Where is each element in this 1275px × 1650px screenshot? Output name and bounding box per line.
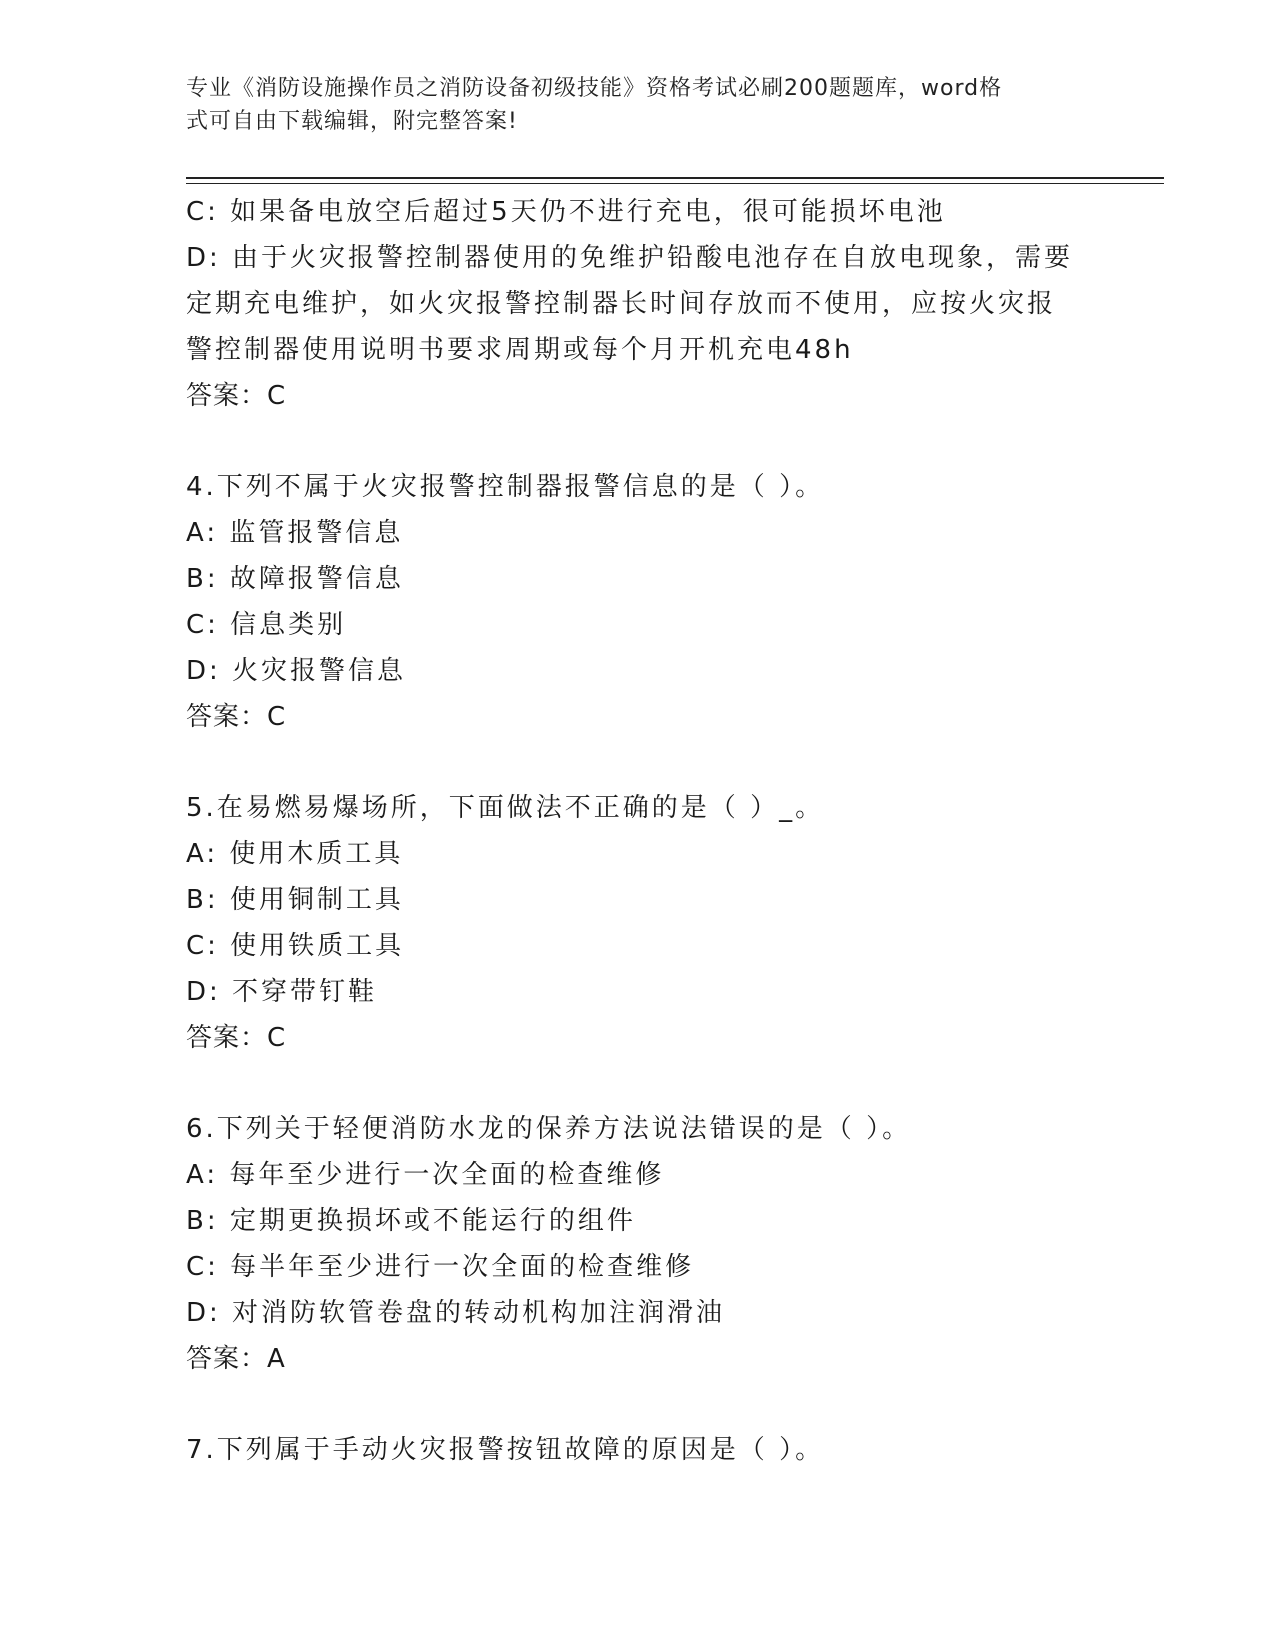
q4-option-c: C: 信息类别 — [186, 610, 347, 640]
q4-question: 4.下列不属于火灾报警控制器报警信息的是（ ）。 — [186, 472, 825, 502]
spacer — [186, 740, 1086, 785]
q3-option-d-line-2: 定期充电维护，如火灾报警控制器长时间存放而不使用，应按火灾报 — [186, 289, 1057, 319]
q5-question: 5.在易燃易爆场所，下面做法不正确的是（ ）_。 — [186, 793, 825, 823]
q3-answer: 答案：C — [186, 381, 287, 411]
q6-option-d: D: 对消防软管卷盘的转动机构加注润滑油 — [186, 1298, 726, 1328]
q5-option-a: A: 使用木质工具 — [186, 839, 404, 869]
q7-question: 7.下列属于手动火灾报警按钮故障的原因是（ ）。 — [186, 1435, 825, 1465]
q6-question: 6.下列关于轻便消防水龙的保养方法说法错误的是（ ）。 — [186, 1114, 912, 1144]
question-3-continued — [186, 189, 1086, 419]
spacer — [186, 1061, 1086, 1106]
spacer — [186, 1382, 1086, 1427]
question-7 — [186, 1427, 1086, 1473]
question-6 — [186, 1106, 1086, 1382]
q6-answer: 答案：A — [186, 1344, 286, 1374]
q4-option-a: A: 监管报警信息 — [186, 518, 404, 548]
q6-option-b: B: 定期更换损坏或不能运行的组件 — [186, 1206, 636, 1236]
q3-option-c: C: 如果备电放空后超过5天仍不进行充电，很可能损坏电池 — [186, 197, 946, 227]
header-line-2: 式可自由下载编辑，附完整答案! — [186, 109, 518, 134]
spacer — [186, 419, 1086, 464]
q4-option-b: B: 故障报警信息 — [186, 564, 404, 594]
question-list — [186, 189, 1086, 1473]
q5-option-b: B: 使用铜制工具 — [186, 885, 404, 915]
header-divider-thick — [186, 177, 1164, 179]
question-4 — [186, 464, 1086, 740]
q5-option-d: D: 不穿带钉鞋 — [186, 977, 378, 1007]
q5-option-c: C: 使用铁质工具 — [186, 931, 405, 961]
question-5 — [186, 785, 1086, 1061]
q5-answer: 答案：C — [186, 1023, 287, 1053]
q4-option-d: D: 火灾报警信息 — [186, 656, 407, 686]
q4-answer: 答案：C — [186, 702, 287, 732]
q3-option-d-line-3: 警控制器使用说明书要求周期或每个月开机充电48h — [186, 335, 854, 365]
q6-option-a: A: 每年至少进行一次全面的检查维修 — [186, 1160, 665, 1190]
q3-option-d-line-1: D: 由于火灾报警控制器使用的免维护铅酸电池存在自放电现象，需要 — [186, 243, 1074, 273]
document-header — [186, 72, 1066, 138]
q6-option-c: C: 每半年至少进行一次全面的检查维修 — [186, 1252, 695, 1282]
header-line-1: 专业《消防设施操作员之消防设备初级技能》资格考试必刷200题题库，word格 — [186, 76, 1003, 101]
header-divider-thin — [186, 183, 1164, 184]
